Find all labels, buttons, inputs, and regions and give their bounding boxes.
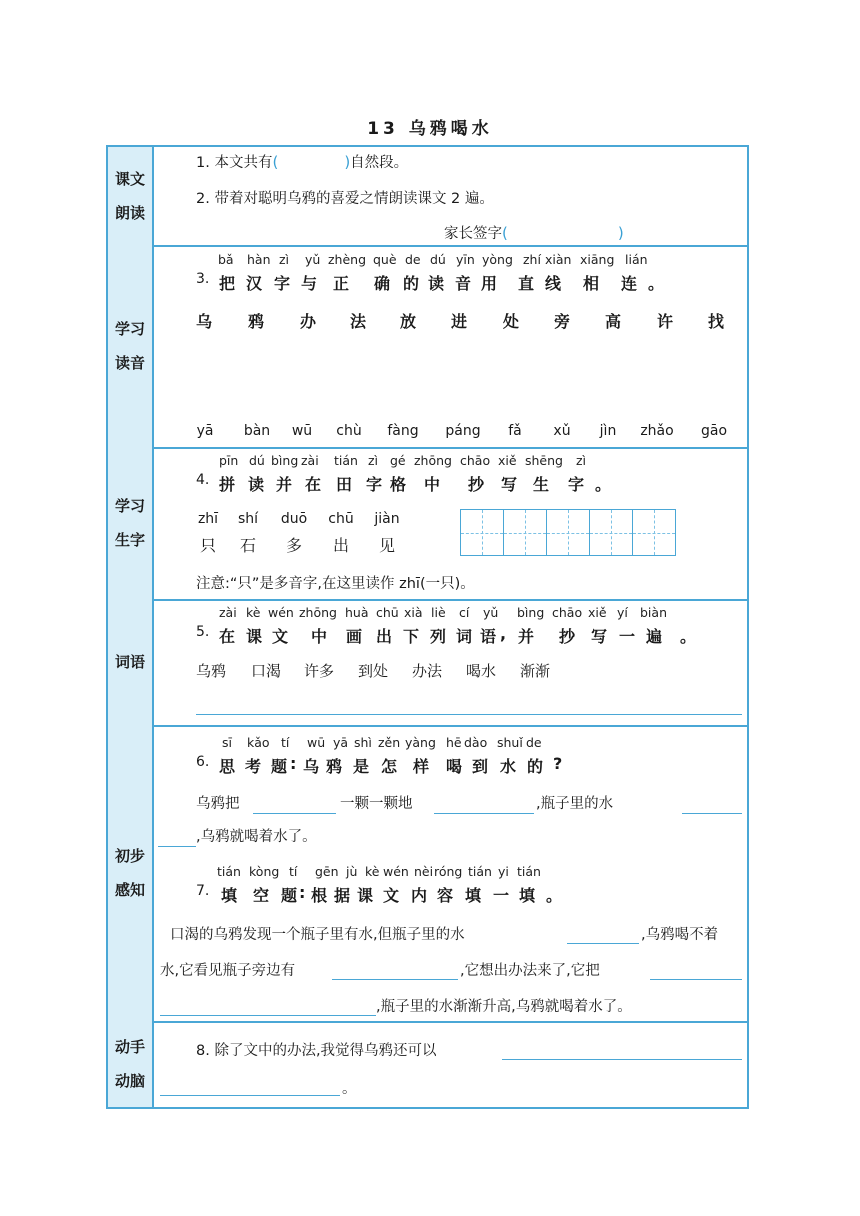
pinyin-option-8[interactable]: jìn <box>599 423 617 439</box>
q3-text-10: 用 <box>481 274 498 293</box>
q7-blank-3[interactable] <box>650 979 742 980</box>
q4-pinyin-5: zì <box>368 453 379 468</box>
q6-pinyin-11: de <box>526 735 542 750</box>
q4-text-8: 中 <box>424 475 441 494</box>
q4-text-6: 字 <box>366 475 383 494</box>
q3-pinyin-3: yǔ <box>305 252 321 267</box>
q4-pinyin-1: dú <box>249 453 265 468</box>
q3-pinyin-10: zhí <box>523 252 541 267</box>
q5-text-13: 抄 <box>559 627 576 646</box>
q6-blank-2[interactable] <box>434 813 534 814</box>
word-4: 办法 <box>412 662 443 680</box>
q7-blank-4[interactable] <box>160 1015 376 1016</box>
character-4[interactable]: 放 <box>399 312 416 331</box>
q5-pinyin-3: zhōng <box>299 605 337 620</box>
q5-text-9: 词 <box>456 627 473 646</box>
q7-text-11: 填 <box>465 886 482 905</box>
q4-pinyin-9: xiě <box>498 453 517 468</box>
new-char-pinyin-4: jiàn <box>374 511 400 527</box>
new-char-1: 石 <box>239 536 256 555</box>
q7-pinyin-4: jù <box>346 864 358 879</box>
q5-text-12: 并 <box>518 627 535 646</box>
q3-text-12: 线 <box>545 274 562 293</box>
q5-text-2: 课 <box>246 627 263 646</box>
q6-pinyin-1: kǎo <box>247 735 270 750</box>
q6-text-13: 的 <box>527 757 544 776</box>
pinyin-option-5[interactable]: páng <box>445 423 481 439</box>
q3-text-5: 正 <box>333 274 350 293</box>
tianzige-cell[interactable] <box>547 510 590 555</box>
q6-text-4: : <box>290 754 297 773</box>
q5-text-14: 写 <box>591 627 608 646</box>
q6-text-14: ? <box>553 754 563 773</box>
q6-text-1: 思 <box>219 757 236 776</box>
q8-end-mark: 。 <box>342 1081 357 1097</box>
q6-pinyin-7: yàng <box>405 735 436 750</box>
q4-text-0: 4. <box>196 472 210 488</box>
row-vocabulary <box>108 599 747 727</box>
q4-text-10: 写 <box>501 475 518 494</box>
q4-text-4: 在 <box>305 475 322 494</box>
character-6[interactable]: 处 <box>502 312 519 331</box>
row-understanding <box>108 725 747 1023</box>
q4-pinyin-2: bìng <box>271 453 299 468</box>
pinyin-option-10[interactable]: gāo <box>700 423 728 439</box>
q4-text-13: 。 <box>595 475 612 494</box>
q5-text-6: 出 <box>376 627 393 646</box>
q4-pinyin-11: zì <box>576 453 587 468</box>
q8-blank-2[interactable] <box>160 1095 340 1096</box>
q5-pinyin-1: kè <box>246 605 261 620</box>
q7-text-6: 据 <box>334 886 351 905</box>
new-char-pinyin-1: shí <box>237 511 259 527</box>
q7-part-a: 口渴的乌鸦发现一个瓶子里有水,但瓶子里的水 <box>170 927 465 943</box>
q4-text-5: 田 <box>336 475 353 494</box>
tianzige-cell[interactable] <box>504 510 547 555</box>
q6-blank-4[interactable] <box>158 846 196 847</box>
character-3[interactable]: 法 <box>349 312 366 331</box>
q7-pinyin-11: tián <box>517 864 541 879</box>
page-title: 13 乌鸦喝水 <box>367 119 493 139</box>
q3-text-0: 3. <box>196 271 210 287</box>
new-char-pinyin-3: chū <box>328 511 354 527</box>
q4-text-1: 拼 <box>219 475 236 494</box>
q7-pinyin-9: tián <box>468 864 492 879</box>
q7-pinyin-10: yi <box>498 864 509 879</box>
q5-pinyin-11: chāo <box>552 605 583 620</box>
q3-pinyin-12: xiāng <box>580 252 615 267</box>
q4-text-12: 字 <box>568 475 585 494</box>
pinyin-option-1[interactable]: bàn <box>243 423 271 439</box>
new-char-3: 出 <box>332 536 349 555</box>
word-5: 喝水 <box>466 662 497 680</box>
character-9[interactable]: 许 <box>656 312 673 331</box>
q3-pinyin-9: yòng <box>482 252 513 267</box>
q3-text-14: 连 <box>621 274 638 293</box>
character-1[interactable]: 鸦 <box>247 312 264 331</box>
q7-text-13: 填 <box>519 886 536 905</box>
q5-text-15: 一 <box>619 627 636 646</box>
q5-pinyin-2: wén <box>268 605 294 620</box>
q6-part-d: ,乌鸦就喝着水了。 <box>196 829 317 845</box>
q4-pinyin-3: zài <box>301 453 319 468</box>
q6-text-5: 乌 <box>303 757 320 776</box>
pinyin-option-6[interactable]: fǎ <box>508 423 522 439</box>
pinyin-option-3[interactable]: chù <box>336 423 362 439</box>
copy-line[interactable] <box>196 714 742 715</box>
q6-text-3: 题 <box>271 757 288 776</box>
q5-text-17: 。 <box>680 627 697 646</box>
q6-pinyin-4: yā <box>333 735 349 750</box>
q5-text-3: 文 <box>272 627 289 646</box>
q3-pinyin-6: de <box>405 252 421 267</box>
question-2: 2. 带着对聪明乌鸦的喜爱之情朗读课文 2 遍。 <box>196 191 494 207</box>
q3-pinyin-8: yīn <box>456 252 475 267</box>
q3-pinyin-7: dú <box>430 252 446 267</box>
q7-text-12: 一 <box>493 886 510 905</box>
tianzige-grid[interactable] <box>460 509 676 556</box>
q5-pinyin-6: xià <box>404 605 423 620</box>
q5-pinyin-12: xiě <box>588 605 607 620</box>
q7-blank-2[interactable] <box>332 979 458 980</box>
q3-text-2: 汉 <box>246 274 263 293</box>
q4-pinyin-10: shēng <box>525 453 563 468</box>
q6-pinyin-3: wū <box>307 735 326 750</box>
q7-part-e: ,瓶子里的水渐渐升高,乌鸦就喝着水了。 <box>376 999 632 1015</box>
q7-pinyin-5: kè <box>365 864 380 879</box>
q5-text-0: 5. <box>196 624 210 640</box>
character-8[interactable]: 高 <box>604 312 621 331</box>
q5-pinyin-4: huà <box>345 605 369 620</box>
q6-text-11: 到 <box>472 757 489 776</box>
q4-text-2: 读 <box>248 475 265 494</box>
q6-text-6: 鸦 <box>326 757 343 776</box>
q7-text-1: 填 <box>221 886 238 905</box>
q6-part-a: 乌鸦把 <box>196 796 240 812</box>
pinyin-option-9[interactable]: zhǎo <box>640 423 674 439</box>
q3-pinyin-2: zì <box>279 252 290 267</box>
q6-text-9: 样 <box>413 757 430 776</box>
word-6: 渐渐 <box>520 662 551 680</box>
q6-text-2: 考 <box>245 757 262 776</box>
q7-text-9: 内 <box>411 886 428 905</box>
q7-text-4: : <box>299 883 306 902</box>
q6-pinyin-6: zěn <box>378 735 401 750</box>
pinyin-option-4[interactable]: fàng <box>387 423 419 439</box>
q8-blank-1[interactable] <box>502 1059 742 1060</box>
q3-pinyin-13: lián <box>625 252 648 267</box>
section-label-understanding: 初步感知 <box>115 847 146 899</box>
q7-part-b: ,乌鸦喝不着 <box>641 927 719 943</box>
q3-text-11: 直 <box>518 274 535 293</box>
q7-pinyin-8: róng <box>434 864 463 879</box>
q3-text-7: 的 <box>403 274 420 293</box>
parent-signature: 家长签字( ) <box>444 224 624 242</box>
q7-pinyin-0: tián <box>217 864 241 879</box>
q3-text-9: 音 <box>455 274 472 293</box>
q6-blank-3[interactable] <box>682 813 742 814</box>
section-label-pronunciation: 学习读音 <box>115 320 146 372</box>
q7-pinyin-6: wén <box>383 864 409 879</box>
q6-text-0: 6. <box>196 754 210 770</box>
row-characters <box>108 447 747 601</box>
row-practice <box>108 1021 747 1107</box>
q3-text-1: 把 <box>219 274 236 293</box>
q7-part-c: 水,它看见瓶子旁边有 <box>160 963 296 979</box>
q5-pinyin-9: yǔ <box>483 605 499 620</box>
word-1: 口渴 <box>251 662 282 680</box>
q5-pinyin-8: cí <box>459 605 470 620</box>
q6-part-c: ,瓶子里的水 <box>536 796 614 812</box>
q5-text-16: 遍 <box>646 627 663 646</box>
q6-text-12: 水 <box>500 757 517 776</box>
q7-pinyin-7: nèi <box>414 864 434 879</box>
section-label-practice: 动手动脑 <box>115 1038 146 1090</box>
q5-text-10: 语 <box>480 627 497 646</box>
q7-text-10: 容 <box>437 886 454 905</box>
q7-pinyin-3: gēn <box>315 864 339 879</box>
q4-pinyin-8: chāo <box>460 453 491 468</box>
pinyin-option-0[interactable]: yā <box>196 423 214 439</box>
q5-pinyin-13: yí <box>617 605 628 620</box>
q7-text-3: 题 <box>281 886 298 905</box>
q3-pinyin-5: què <box>373 252 397 267</box>
q5-text-7: 下 <box>403 627 420 646</box>
worksheet-table <box>106 145 749 1109</box>
q7-pinyin-2: tí <box>289 864 298 879</box>
q3-pinyin-11: xiàn <box>545 252 572 267</box>
q7-pinyin-1: kòng <box>249 864 280 879</box>
q7-text-14: 。 <box>546 886 563 905</box>
q3-text-6: 确 <box>374 274 391 293</box>
tianzige-cell[interactable] <box>461 510 504 555</box>
q3-text-15: 。 <box>648 274 665 293</box>
q4-text-9: 抄 <box>468 475 485 494</box>
q3-text-8: 读 <box>428 274 445 293</box>
q7-text-0: 7. <box>196 883 210 899</box>
word-0: 乌鸦 <box>196 662 227 680</box>
tianzige-cell[interactable] <box>633 510 675 555</box>
character-0[interactable]: 乌 <box>195 312 212 331</box>
row-reading <box>108 147 747 247</box>
pinyin-option-2[interactable]: wū <box>291 423 313 439</box>
q6-pinyin-2: tí <box>281 735 290 750</box>
q3-text-3: 字 <box>274 274 291 293</box>
q4-pinyin-6: gé <box>390 453 406 468</box>
section-label-characters: 学习生字 <box>115 497 146 549</box>
q6-part-b: 一颗一颗地 <box>340 796 413 812</box>
q4-text-3: 并 <box>276 475 293 494</box>
q3-pinyin-1: hàn <box>247 252 271 267</box>
character-7[interactable]: 旁 <box>553 312 570 331</box>
q5-pinyin-10: bìng <box>517 605 545 620</box>
word-2: 许多 <box>304 662 335 680</box>
q6-text-8: 怎 <box>381 757 398 776</box>
character-5[interactable]: 进 <box>450 312 467 331</box>
q4-pinyin-4: tián <box>334 453 358 468</box>
q3-pinyin-0: bǎ <box>218 252 234 267</box>
q3-text-4: 与 <box>301 274 318 293</box>
q3-text-13: 相 <box>583 274 600 293</box>
q7-text-8: 文 <box>383 886 400 905</box>
q5-pinyin-0: zài <box>219 605 237 620</box>
q7-text-7: 课 <box>357 886 374 905</box>
word-3: 到处 <box>358 662 389 680</box>
section-label-reading: 课文朗读 <box>115 170 146 222</box>
q6-pinyin-0: sī <box>222 735 232 750</box>
q4-pinyin-0: pīn <box>219 453 239 468</box>
pinyin-option-7[interactable]: xǔ <box>553 423 571 439</box>
q4-text-11: 生 <box>533 475 550 494</box>
q5-text-1: 在 <box>219 627 236 646</box>
q5-pinyin-5: chū <box>376 605 399 620</box>
question-1: 1. 本文共有( )自然段。 <box>196 153 409 171</box>
q7-part-d: ,它想出办法来了,它把 <box>460 963 600 979</box>
q6-pinyin-9: dào <box>464 735 488 750</box>
row-pronunciation <box>108 245 747 449</box>
polyphone-note: 注意:“只”是多音字,在这里读作 zhī(一只)。 <box>196 576 475 592</box>
question-8: 8. 除了文中的办法,我觉得乌鸦还可以 <box>196 1043 437 1059</box>
character-2[interactable]: 办 <box>299 312 316 331</box>
q6-pinyin-5: shì <box>354 735 372 750</box>
q7-blank-1[interactable] <box>567 943 639 944</box>
character-10[interactable]: 找 <box>707 312 724 331</box>
q6-text-10: 喝 <box>446 757 463 776</box>
q6-pinyin-8: hē <box>446 735 462 750</box>
q4-text-7: 格 <box>390 475 407 494</box>
q7-text-5: 根 <box>311 886 328 905</box>
q3-pinyin-4: zhèng <box>328 252 367 267</box>
q5-pinyin-14: biàn <box>640 605 667 620</box>
q5-text-5: 画 <box>346 627 363 646</box>
q5-text-11: , <box>500 624 507 643</box>
q5-pinyin-7: liè <box>431 605 446 620</box>
section-label-vocabulary: 词语 <box>115 653 146 671</box>
new-char-2: 多 <box>285 536 302 555</box>
q6-text-7: 是 <box>353 757 370 776</box>
new-char-pinyin-2: duō <box>280 511 308 527</box>
q5-text-4: 中 <box>311 627 328 646</box>
q6-pinyin-10: shuǐ <box>497 735 523 750</box>
tianzige-cell[interactable] <box>590 510 633 555</box>
q6-blank-1[interactable] <box>253 813 336 814</box>
new-char-pinyin-0: zhī <box>197 511 219 527</box>
q4-pinyin-7: zhōng <box>414 453 452 468</box>
new-char-0: 只 <box>199 536 216 555</box>
q7-text-2: 空 <box>253 886 270 905</box>
q5-text-8: 列 <box>430 627 447 646</box>
new-char-4: 见 <box>378 536 395 555</box>
